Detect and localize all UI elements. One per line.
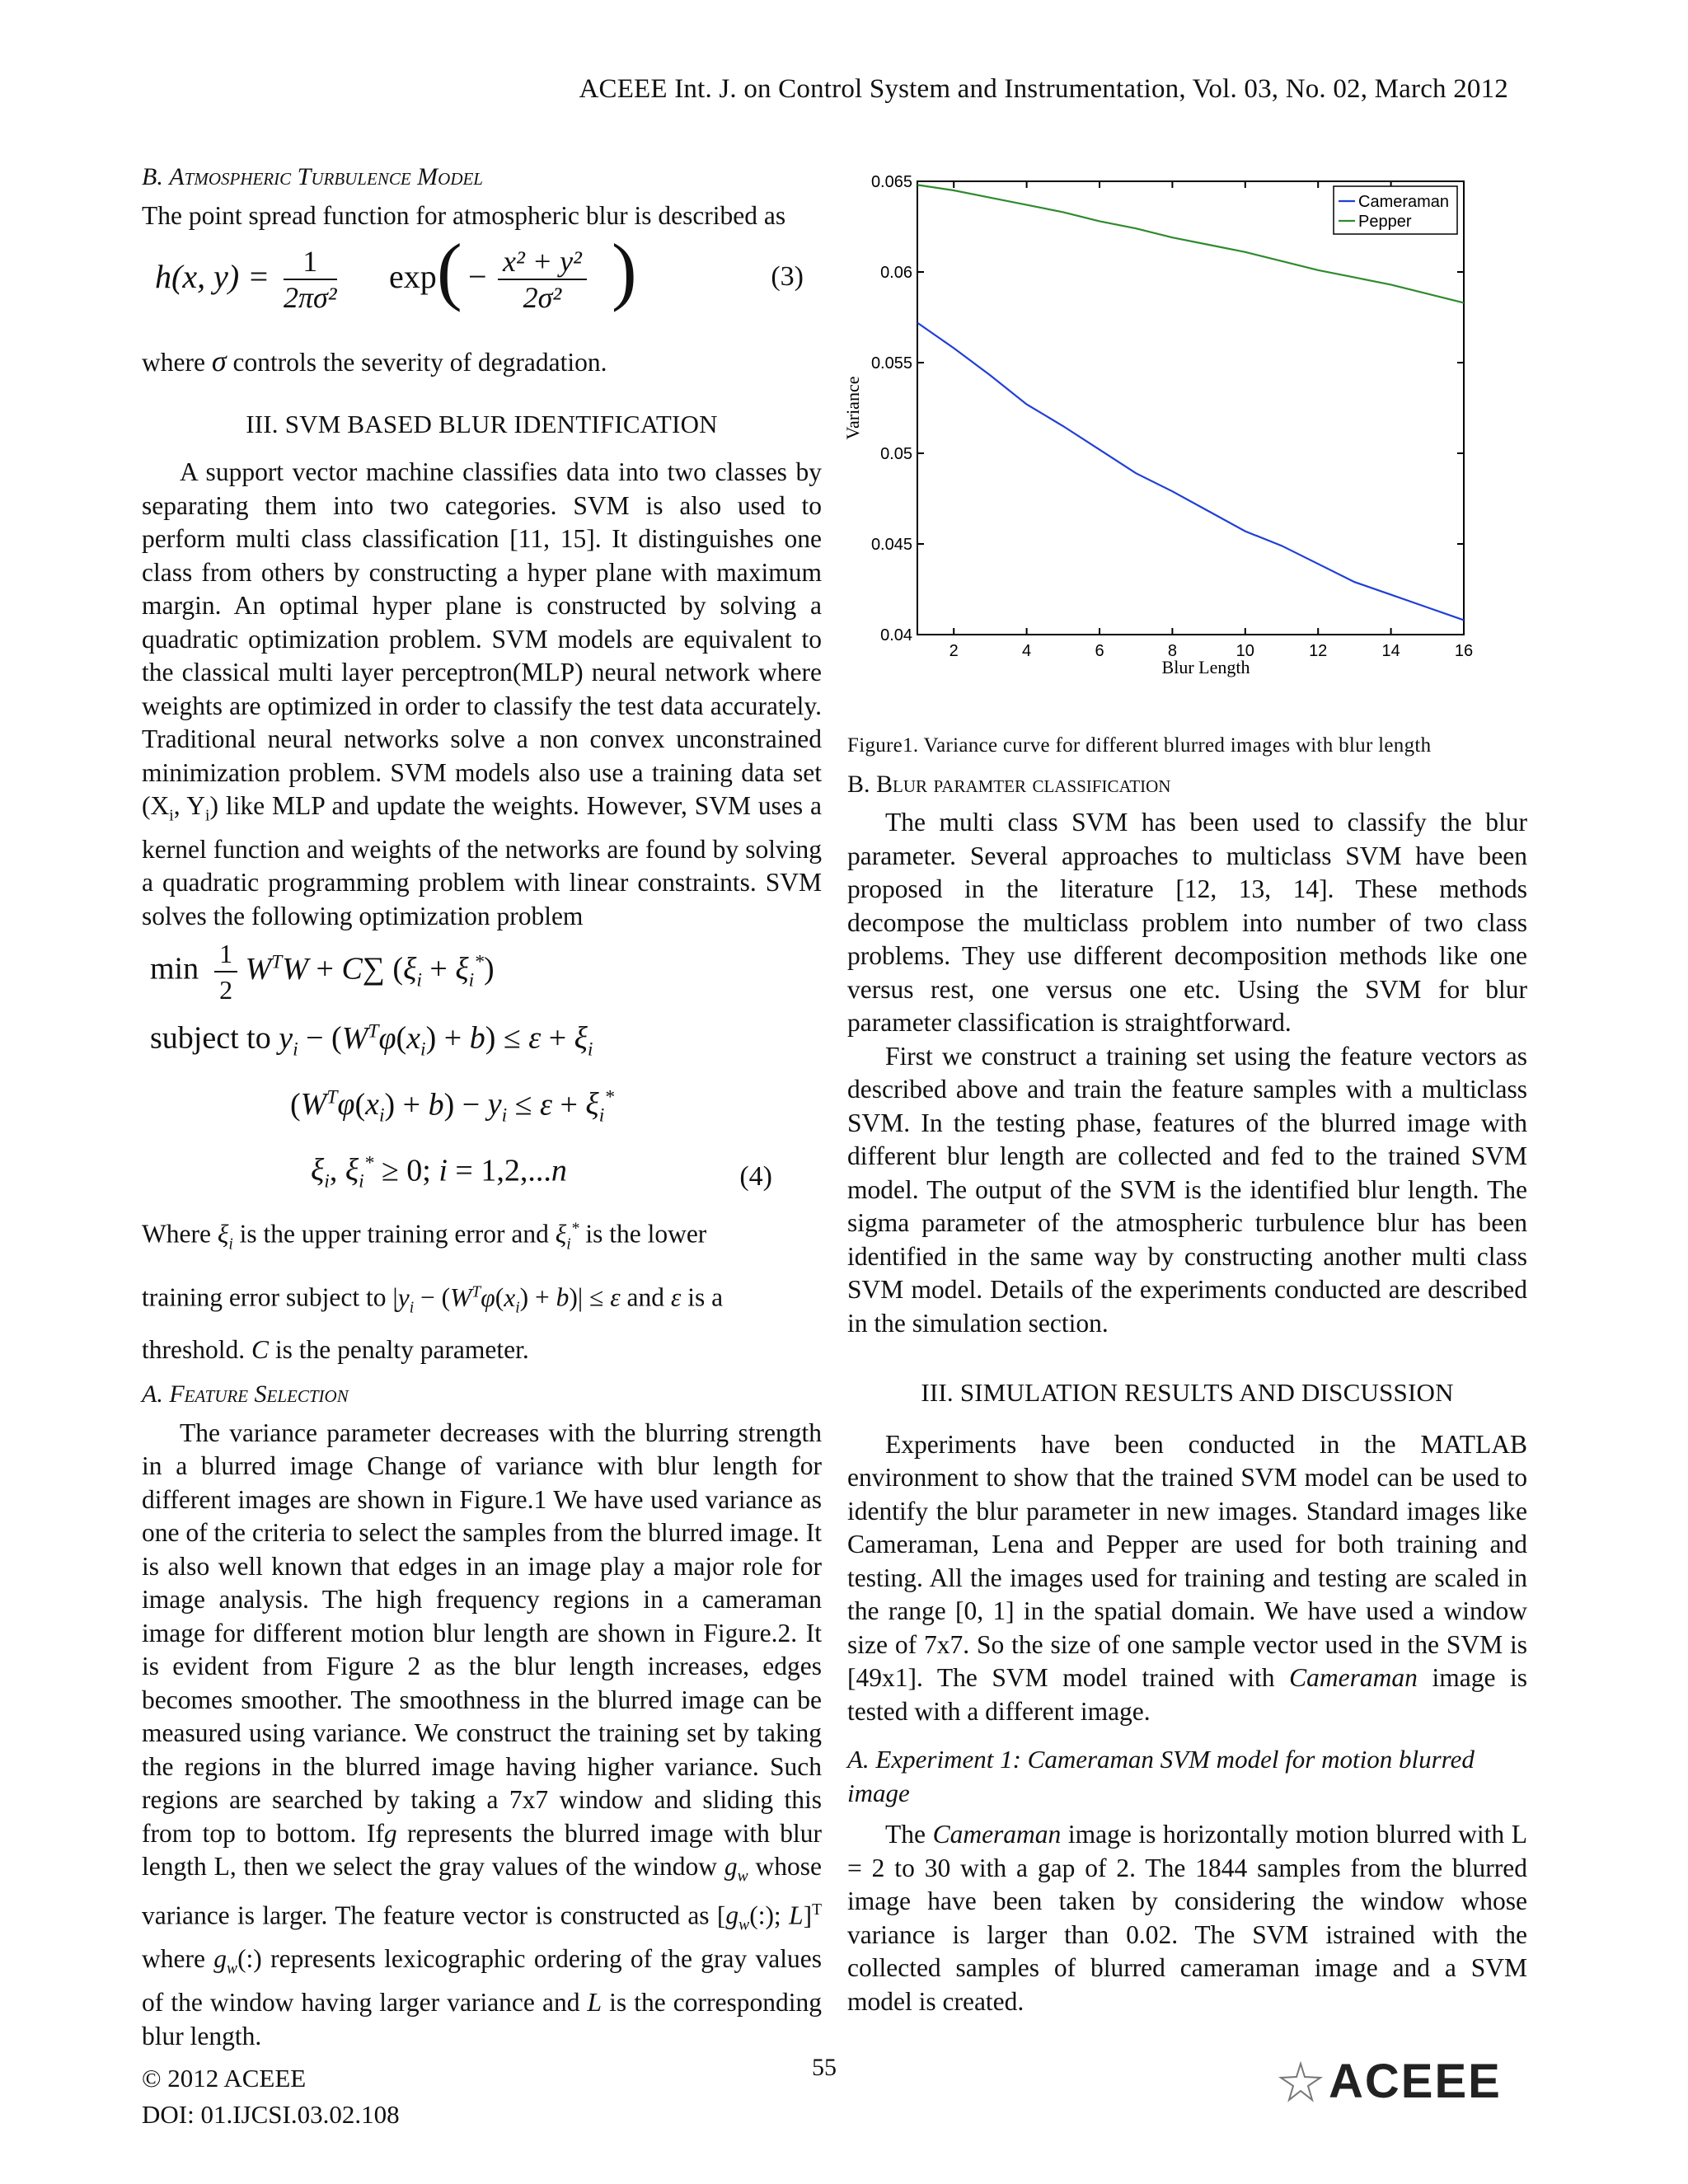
- blur-paragraph-2: First we construct a training set using the feature vectors as described above and train the feature samples with a multiclass SVM. In the testing phase, features of the blurred image with different blur length are collected and fed to the trained SVM model. The output of the SVM is the identified blur length. The sigma parameter of the atmospheric turbulence blur has been identified in the same way by constructing another multi class SVM model. Details of the experiments conducted are described in the simulation section.: [847, 1041, 1527, 1338]
- variance-chart: [842, 161, 1523, 729]
- page-number: 55: [812, 2054, 837, 2081]
- threshold-line: threshold. C is the penalty parameter.: [142, 1334, 529, 1364]
- experiment-1-heading: A. Experiment 1: Cameraman SVM model for motion blurred image: [847, 1745, 1475, 1807]
- x-tick-label: 14: [1381, 642, 1400, 660]
- y-axis-label: Variance: [842, 376, 863, 440]
- sigma-note: where σ controls the severity of degradation.: [142, 344, 607, 377]
- x-axis-label: Blur Length: [1161, 657, 1250, 677]
- y-tick-label: 0.04: [880, 626, 912, 644]
- equation-4: min $\frac{1}{2}$ $W^TW + C\sum$ $(\xi_i + \xi_i^*)$ subject to $y_i - (W^T\varphi(x_i) + b) \le \varepsilon + \xi_i$ $(W^T\varphi(x_i) + b) - y_i \le \varepsilon + \xi_i^*$ $\xi_i$, $\xi_i^* \ge 0$; i = 1,2,...n (4): [150, 936, 822, 1206]
- section-a-heading: A. Feature Selection: [142, 1380, 349, 1408]
- constraint-line: training error subject to $|y_i - (W^T\varphi(x_i) + b)| \le \varepsilon$ and ε is a: [142, 1282, 724, 1317]
- psf-intro: The point spread function for atmospheric blur is described as: [142, 200, 786, 230]
- section-3-heading: III. SVM BASED BLUR IDENTIFICATION: [246, 409, 718, 438]
- y-tick-label: 0.05: [880, 445, 912, 463]
- copyright: © 2012 ACEEE: [142, 2064, 307, 2093]
- x-tick-label: 6: [1095, 642, 1104, 660]
- star-logo-icon: [1276, 2060, 1329, 2102]
- experiment-paragraph: The Cameraman image is horizontally motion blurred with L = 2 to 30 with a gap of 2. The 1844 samples from the blurred image have been taken by considering the window whose variance is larger than 0.02. The SVM istrained with the collected samples of blurred cameraman image and a SVM model is created.: [847, 1820, 1527, 2016]
- section-b2-heading: B. Blur paramter classification: [847, 770, 1171, 798]
- svm-paragraph: A support vector machine classifies data into two classes by separating them into two categories. SVM is also used to perform multi class classification [11, 15]. It distinguishes one class from others by constructing a hyper plane with maximum margin. An optimal hyper plane is constructed by solving a quadratic optimization problem. SVM models are equivalent to the classical multi layer perceptron(MLP) neural network where weights are optimized in order to classify the test data accurately. Traditional neural networks solve a non convex unconstrained minimization problem. SVM models also use a training data set ($X_i$, $Y_i$) like MLP and update the weights. However, SVM uses a kernel function and weights of the networks are found by solving a quadratic programming problem with linear constraints. SVM solves the following optimization problem: [142, 457, 822, 930]
- running-header: ACEEE Int. J. on Control System and Instrumentation, Vol. 03, No. 02, March 2012: [579, 74, 1508, 104]
- section-b-heading: B. Atmospheric Turbulence Model: [142, 163, 483, 190]
- section-3-sim-heading: III. SIMULATION RESULTS AND DISCUSSION: [921, 1378, 1454, 1407]
- doi: DOI: 01.IJCSI.03.02.108: [142, 2100, 400, 2129]
- plot-frame: [917, 181, 1464, 635]
- feature-paragraph: The variance parameter decreases with the blurring strength in a blurred image Change of variance with blur length for different images are shown in Figure.1 We have used variance as one of the criteria to select the samples from the blurred image. It is also well known that edges in an image play a major role for image analysis. The high frequency regions in a cameraman image for different motion blur length are shown in Figure.2. It is evident from Figure 2 as the blur length increases, edges becomes smoother. The smoothness in the blurred image can be measured using variance. We construct the training set by taking the regions in the blurred image having higher variance. Such regions are searched by taking a 7x7 window and sliding this from top to bottom. Ifg represents the blurred image with blur length L, then we select the gray values of the window $g_w$ whose variance is larger. The feature vector is constructed as [$g_w(:)$; L]$^T$ where $g_w(:)$ represents lexicographic ordering of the gray values of the window having larger variance and L is the corresponding blur length.: [142, 1418, 823, 2050]
- x-tick-label: 16: [1454, 642, 1474, 660]
- xi-definition: Where $\xi_i$ is the upper training error and $\xi_i^*$ is the lower: [142, 1219, 707, 1253]
- figure-1: [842, 161, 1523, 721]
- aceee-logo: ACEEE: [1276, 2052, 1502, 2110]
- y-tick-label: 0.055: [870, 354, 912, 373]
- x-tick-label: 12: [1309, 642, 1328, 660]
- y-tick-label: 0.06: [880, 264, 912, 282]
- right-column: [842, 161, 1528, 2018]
- simulation-paragraph: Experiments have been conducted in the MATLAB environment to show that the trained SVM model can be used to identify the blur parameter in new images. Standard images like Cameraman, Lena and Pepper are used for both training and testing. All the images used for training and testing are scaled in the range [0, 1] in the spatial domain. We have used a window size of 7x7. So the size of one sample vector used in the SVM is [49x1]. The SVM model trained with Cameraman image is tested with a different image.: [847, 1429, 1528, 1726]
- x-tick-label: 8: [1167, 642, 1177, 660]
- x-tick-label: 2: [949, 642, 959, 660]
- equation-3: h(x, y) = $\frac{1}{\text{2πσ²}}$ exp ( − $\frac{\text{x² + y²}}{\text{2σ²}}$ ) (3): [155, 228, 804, 314]
- x-tick-label: 4: [1022, 642, 1032, 660]
- blur-paragraph-1: The multi class SVM has been used to classify the blur parameter. Several approaches to multiclass SVM have been proposed in the literature [12, 13, 14]. These methods decompose the multiclass problem into number of two class problems. They use different decomposition methods like one versus rest, one versus one etc. Using the SVM for blur parameter classification is straightforward.: [847, 808, 1527, 1037]
- left-column: [142, 161, 822, 2053]
- legend-label: Cameraman: [1358, 193, 1450, 211]
- y-tick-label: 0.065: [870, 173, 912, 191]
- y-tick-label: 0.045: [870, 536, 912, 554]
- legend-label: Pepper: [1358, 213, 1412, 231]
- figure-caption: Figure1. Variance curve for different blurred images with blur length: [847, 734, 1432, 757]
- footer-left: [142, 2060, 400, 2133]
- x-tick-label: 10: [1236, 642, 1254, 660]
